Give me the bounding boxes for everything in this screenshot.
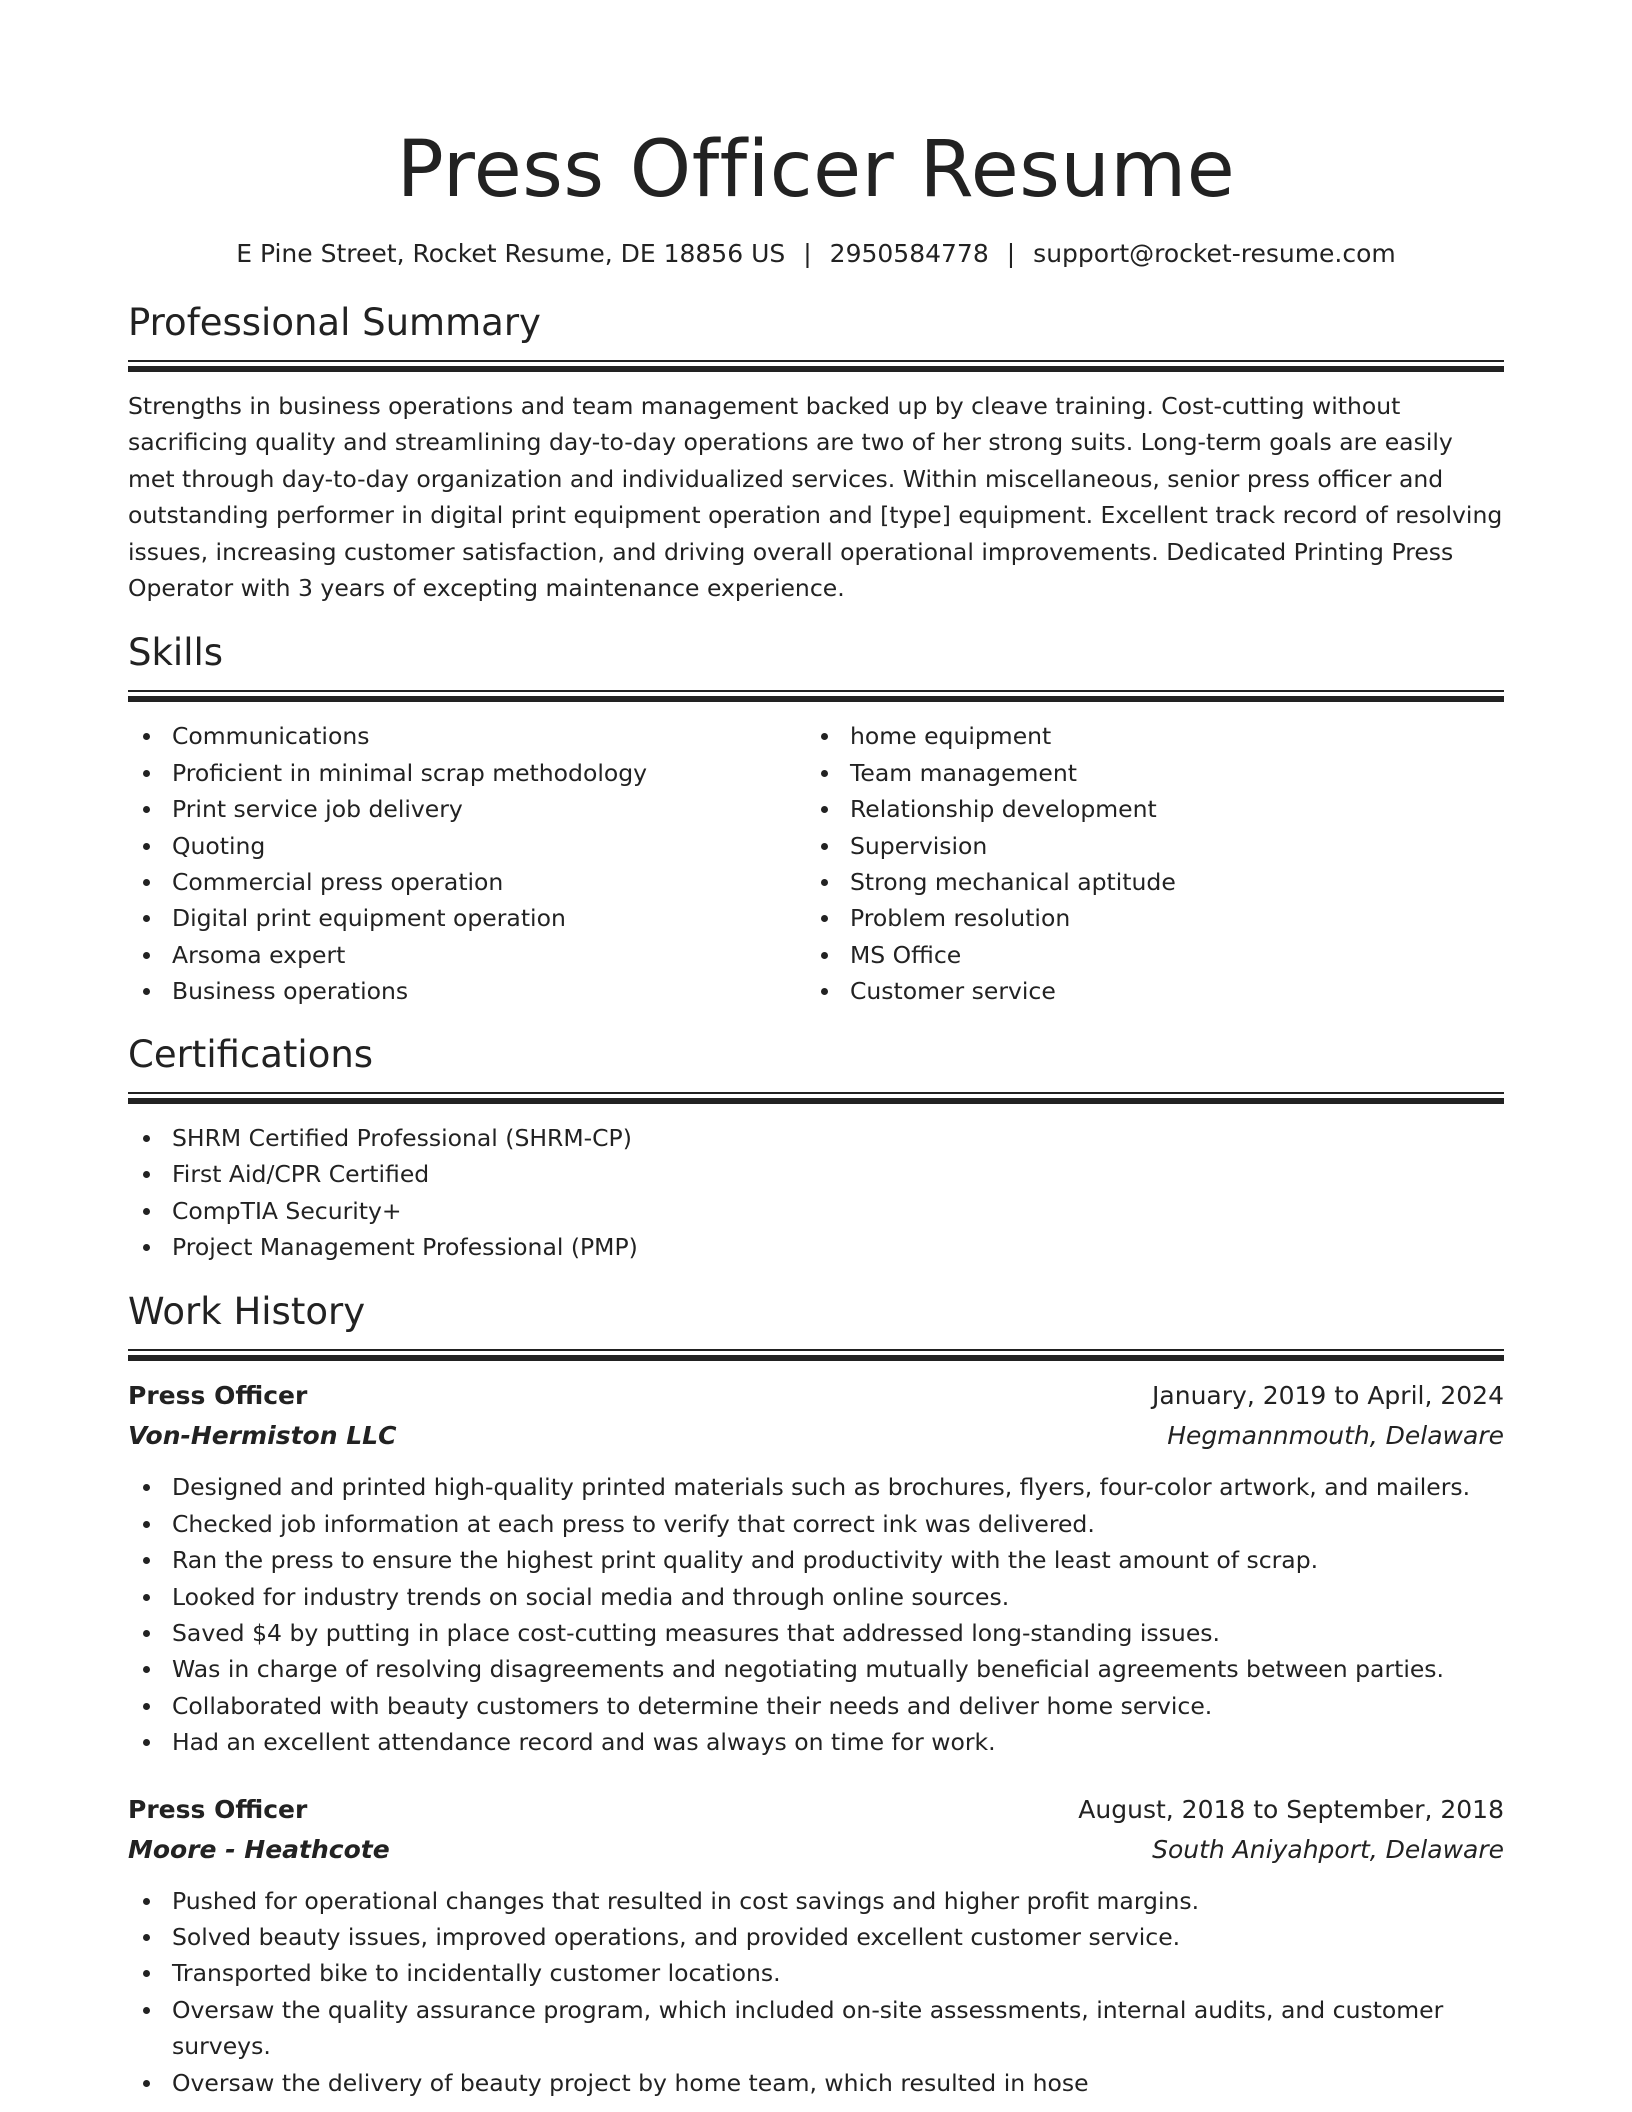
job-title-row xyxy=(128,1791,1504,1829)
skill-item: Print service job delivery xyxy=(128,791,806,827)
contact-email[interactable]: support@rocket-resume.com xyxy=(1033,239,1396,268)
skill-item: home equipment xyxy=(806,718,1484,754)
contact-line xyxy=(128,238,1504,270)
job-bullets xyxy=(128,1883,1504,2101)
work-history-section xyxy=(128,1289,1504,2101)
job-entry xyxy=(128,1377,1504,1760)
job-bullet: Oversaw the delivery of beauty project by home team, which resulted in hose xyxy=(128,2065,1504,2101)
skill-item: Communications xyxy=(128,718,806,754)
skill-item: Supervision xyxy=(806,828,1484,864)
certification-item: CompTIA Security+ xyxy=(128,1193,1504,1229)
job-title: Press Officer xyxy=(128,1794,308,1824)
contact-separator: | xyxy=(803,239,812,268)
skill-item: Problem resolution xyxy=(806,900,1484,936)
section-heading-summary: Professional Summary xyxy=(128,301,541,344)
skill-item: Digital print equipment operation xyxy=(128,900,806,936)
job-location: Hegmannmouth, Delaware xyxy=(1167,1421,1504,1451)
resume-title: Press Officer Resume xyxy=(396,125,1236,215)
certifications-list xyxy=(128,1120,1504,1266)
job-title-row xyxy=(128,1377,1504,1415)
section-divider xyxy=(128,1349,1504,1377)
job-bullet: Oversaw the quality assurance program, which included on-site assessments, internal audits, and customer surveys. xyxy=(128,1992,1504,2065)
job-company: Moore - Heathcote xyxy=(128,1834,390,1864)
job-entry xyxy=(128,1791,1504,2101)
skill-item: Customer service xyxy=(806,973,1484,1009)
certification-item: Project Management Professional (PMP) xyxy=(128,1229,1504,1265)
job-bullets xyxy=(128,1469,1504,1760)
job-title: Press Officer xyxy=(128,1381,308,1411)
certifications-section xyxy=(128,1032,1504,1266)
skill-item: MS Office xyxy=(806,937,1484,973)
summary-text: Strengths in business operations and team management backed up by cleave training. Cost-cutting without sacrificing quality and streamlining day-to-day operations are two of her strong suits. Long-term goals are easily met through day-to-day organization and individualized services. Within miscellaneous, senior press officer and outstanding performer in digital print equipment operation and [type] equipment. Excellent track record of resolving issues, increasing customer satisfaction, and driving overall operational improvements. Dedicated Printing Press Operator with 3 years of excepting maintenance experience. xyxy=(128,392,1503,603)
job-bullet: Saved $4 by putting in place cost-cutting measures that addressed long-standing issues. xyxy=(128,1615,1504,1651)
skill-item: Strong mechanical aptitude xyxy=(806,864,1484,900)
job-dates: January, 2019 to April, 2024 xyxy=(1152,1381,1504,1411)
contact-separator: | xyxy=(1006,239,1016,268)
section-heading-certifications: Certifications xyxy=(128,1032,374,1076)
section-divider xyxy=(128,1092,1504,1120)
job-bullet: Collaborated with beauty customers to determine their needs and deliver home service. xyxy=(128,1688,1504,1724)
job-bullet: Checked job information at each press to verify that correct ink was delivered. xyxy=(128,1506,1504,1542)
job-bullet: Had an excellent attendance record and was always on time for work. xyxy=(128,1724,1504,1760)
certification-item: First Aid/CPR Certified xyxy=(128,1156,1504,1192)
job-bullet: Pushed for operational changes that resulted in cost savings and higher profit margins. xyxy=(128,1883,1504,1919)
skill-item: Commercial press operation xyxy=(128,864,806,900)
skill-item: Team management xyxy=(806,755,1484,791)
job-dates: August, 2018 to September, 2018 xyxy=(1078,1794,1504,1824)
summary-section xyxy=(128,300,1504,606)
skill-item: Relationship development xyxy=(806,791,1484,827)
skill-item: Business operations xyxy=(128,973,806,1009)
section-heading-work-history: Work History xyxy=(128,1290,366,1334)
skills-section xyxy=(128,630,1504,1009)
resume-page xyxy=(128,0,1504,2101)
job-bullet: Ran the press to ensure the highest print quality and productivity with the least amount of scrap. xyxy=(128,1542,1504,1578)
skill-item: Proficient in minimal scrap methodology xyxy=(128,755,806,791)
skills-list-left xyxy=(128,718,806,1009)
job-bullet: Looked for industry trends on social media and through online sources. xyxy=(128,1579,1504,1615)
job-company-row xyxy=(128,1417,1504,1455)
job-company: Von-Hermiston LLC xyxy=(128,1421,397,1451)
contact-address: E Pine Street, Rocket Resume, DE 18856 US xyxy=(236,239,786,268)
skills-grid xyxy=(128,718,1504,1009)
section-heading-skills: Skills xyxy=(128,631,224,675)
job-location: South Aniyahport, Delaware xyxy=(1152,1834,1504,1864)
section-divider xyxy=(128,690,1504,718)
job-bullet: Solved beauty issues, improved operations, and provided excellent customer service. xyxy=(128,1919,1504,1955)
skills-list-right xyxy=(806,718,1484,1009)
job-bullet: Was in charge of resolving disagreements and negotiating mutually beneficial agreements between parties. xyxy=(128,1651,1504,1687)
skill-item: Arsoma expert xyxy=(128,937,806,973)
job-company-row xyxy=(128,1831,1504,1869)
certification-item: SHRM Certified Professional (SHRM-CP) xyxy=(128,1120,1504,1156)
job-bullet: Designed and printed high-quality printed materials such as brochures, flyers, four-color artwork, and mailers. xyxy=(128,1469,1504,1505)
skill-item: Quoting xyxy=(128,828,806,864)
job-bullet: Transported bike to incidentally customer locations. xyxy=(128,1955,1504,1991)
contact-phone: 2950584778 xyxy=(829,239,989,268)
section-divider xyxy=(128,360,1504,388)
